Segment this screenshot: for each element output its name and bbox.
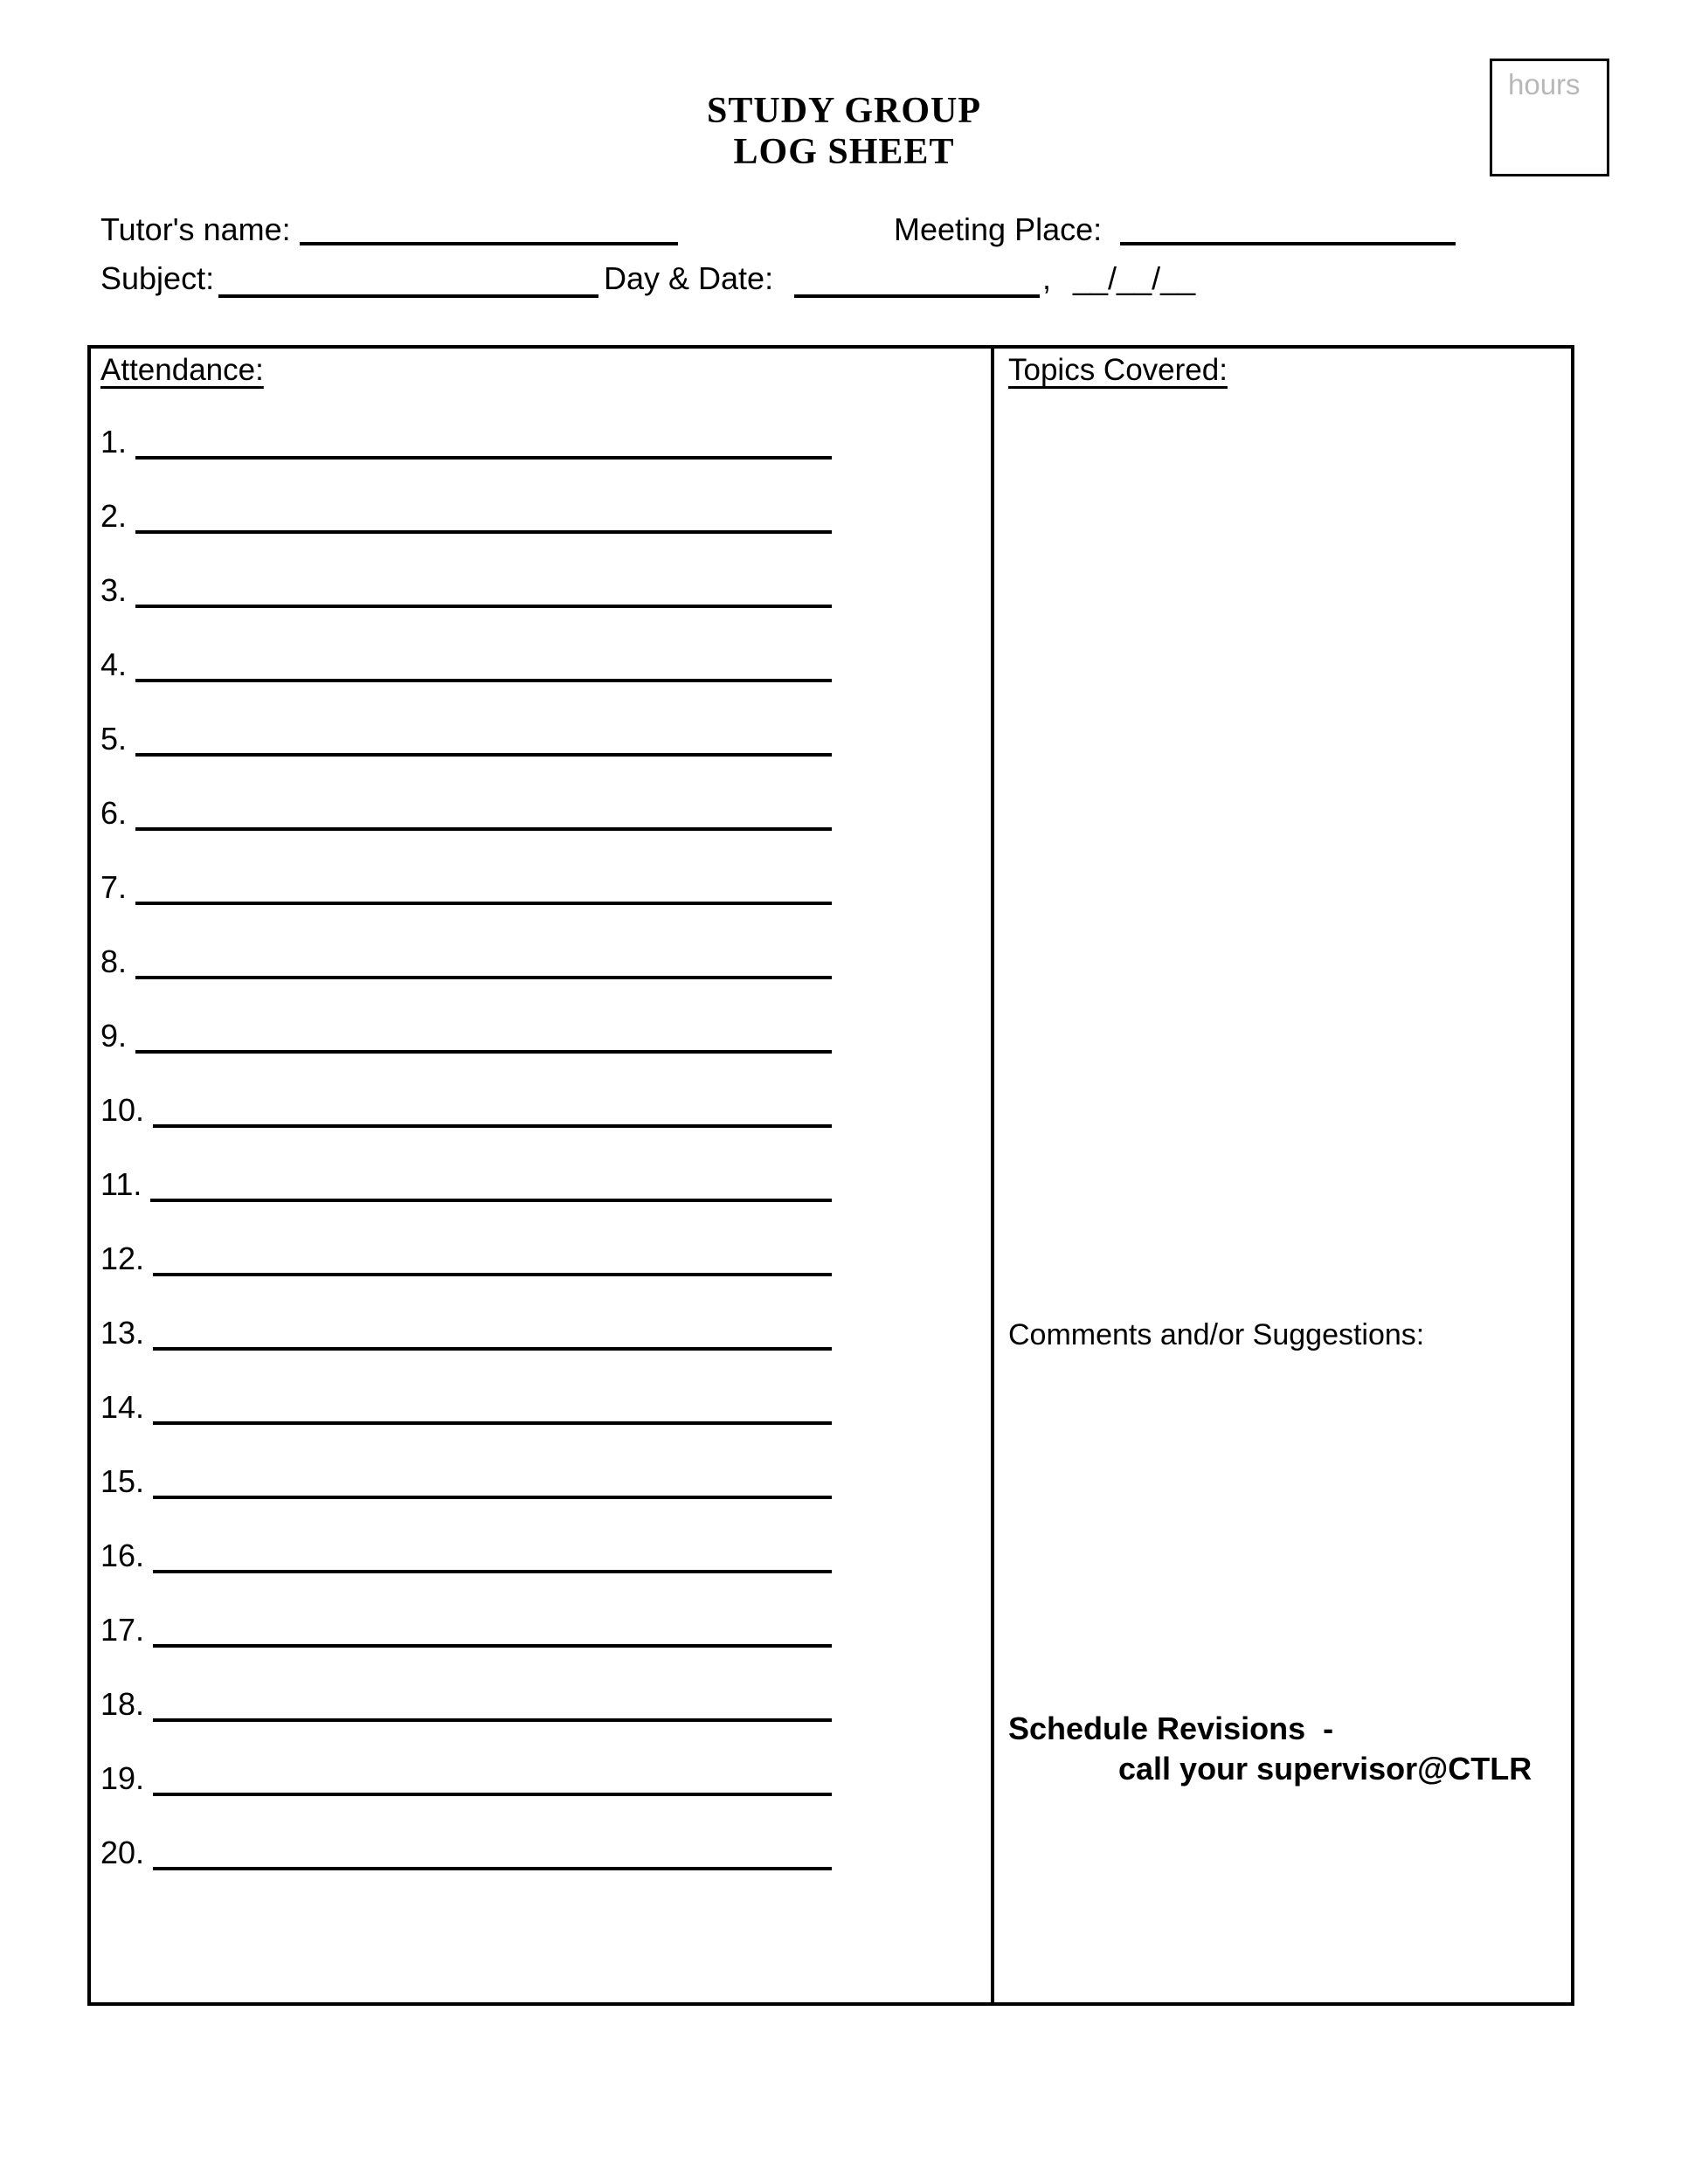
attendance-number: 8. — [100, 943, 128, 979]
attendance-row — [100, 1385, 832, 1425]
attendance-row — [100, 1236, 832, 1276]
attendance-number: 4. — [100, 646, 128, 682]
attendance-number: 2. — [100, 498, 128, 534]
schedule-revisions-line2: call your supervisor@CTLR — [1118, 1751, 1532, 1787]
attendance-blank-line — [135, 639, 832, 682]
column-divider — [991, 345, 994, 2006]
attendance-heading: Attendance: — [100, 353, 264, 387]
attendance-number: 14. — [100, 1389, 145, 1425]
attendance-blank-line — [153, 1678, 832, 1722]
attendance-number: 17. — [100, 1612, 145, 1648]
date-comma: , — [1042, 260, 1052, 296]
attendance-blank-line — [153, 1604, 832, 1648]
attendance-blank-line — [135, 713, 832, 757]
hours-label: hours — [1508, 68, 1581, 100]
attendance-row — [100, 1756, 832, 1796]
page-title-line2: LOG SHEET — [733, 132, 955, 172]
attendance-blank-line — [150, 1158, 832, 1202]
attendance-blank-line — [135, 861, 832, 905]
attendance-number: 16. — [100, 1538, 145, 1573]
hours-box — [1490, 59, 1609, 176]
attendance-number: 12. — [100, 1241, 145, 1276]
tutor-name-label: Tutor's name: — [100, 211, 291, 247]
meeting-place-blank-line — [1120, 242, 1456, 245]
attendance-row — [100, 865, 832, 905]
attendance-row — [100, 1533, 832, 1573]
page-title-line1: STUDY GROUP — [707, 91, 981, 131]
attendance-number: 3. — [100, 572, 128, 608]
attendance-blank-line — [153, 1827, 832, 1870]
attendance-row — [100, 939, 832, 979]
day-date-blank-line — [794, 294, 1040, 298]
attendance-number: 19. — [100, 1760, 145, 1796]
attendance-number: 5. — [100, 721, 128, 757]
attendance-number: 1. — [100, 424, 128, 460]
attendance-blank-line — [153, 1530, 832, 1573]
attendance-number: 18. — [100, 1686, 145, 1722]
attendance-row — [100, 494, 832, 534]
attendance-number: 10. — [100, 1092, 145, 1128]
attendance-blank-line — [153, 1233, 832, 1276]
attendance-blank-line — [153, 1381, 832, 1425]
attendance-blank-line — [135, 787, 832, 831]
attendance-blank-line — [153, 1752, 832, 1796]
comments-suggestions-label: Comments and/or Suggestions: — [1008, 1318, 1425, 1351]
page-title — [0, 91, 1688, 173]
meeting-place-label: Meeting Place: — [894, 211, 1103, 247]
attendance-row — [100, 1088, 832, 1128]
attendance-row — [100, 1310, 832, 1351]
attendance-row — [100, 1830, 832, 1870]
subject-label: Subject: — [100, 260, 215, 296]
attendance-row — [100, 1682, 832, 1722]
attendance-blank-line — [153, 1455, 832, 1499]
attendance-number: 9. — [100, 1018, 128, 1054]
attendance-row — [100, 791, 832, 831]
subject-blank-line — [218, 294, 598, 298]
attendance-row — [100, 1013, 832, 1054]
attendance-number: 15. — [100, 1463, 145, 1499]
attendance-row — [100, 716, 832, 757]
attendance-blank-line — [135, 564, 832, 608]
attendance-blank-line — [135, 1010, 832, 1054]
attendance-row — [100, 568, 832, 608]
attendance-blank-line — [135, 416, 832, 460]
schedule-revisions-line1: Schedule Revisions - — [1008, 1711, 1334, 1746]
attendance-row — [100, 1607, 832, 1648]
attendance-blank-line — [153, 1084, 832, 1128]
attendance-row — [100, 1459, 832, 1499]
attendance-number: 7. — [100, 869, 128, 905]
attendance-blank-line — [135, 490, 832, 534]
date-slots: __/__/__ — [1073, 260, 1196, 296]
attendance-blank-line — [135, 936, 832, 979]
attendance-row — [100, 419, 832, 460]
topics-covered-heading: Topics Covered: — [1008, 353, 1228, 387]
attendance-number: 11. — [100, 1166, 142, 1202]
attendance-number: 20. — [100, 1835, 145, 1870]
day-date-label: Day & Date: — [604, 260, 774, 296]
tutor-name-blank-line — [300, 242, 678, 245]
attendance-row — [100, 1162, 832, 1202]
attendance-row — [100, 642, 832, 682]
attendance-number: 13. — [100, 1315, 145, 1351]
attendance-blank-line — [153, 1307, 832, 1351]
attendance-number: 6. — [100, 795, 128, 831]
